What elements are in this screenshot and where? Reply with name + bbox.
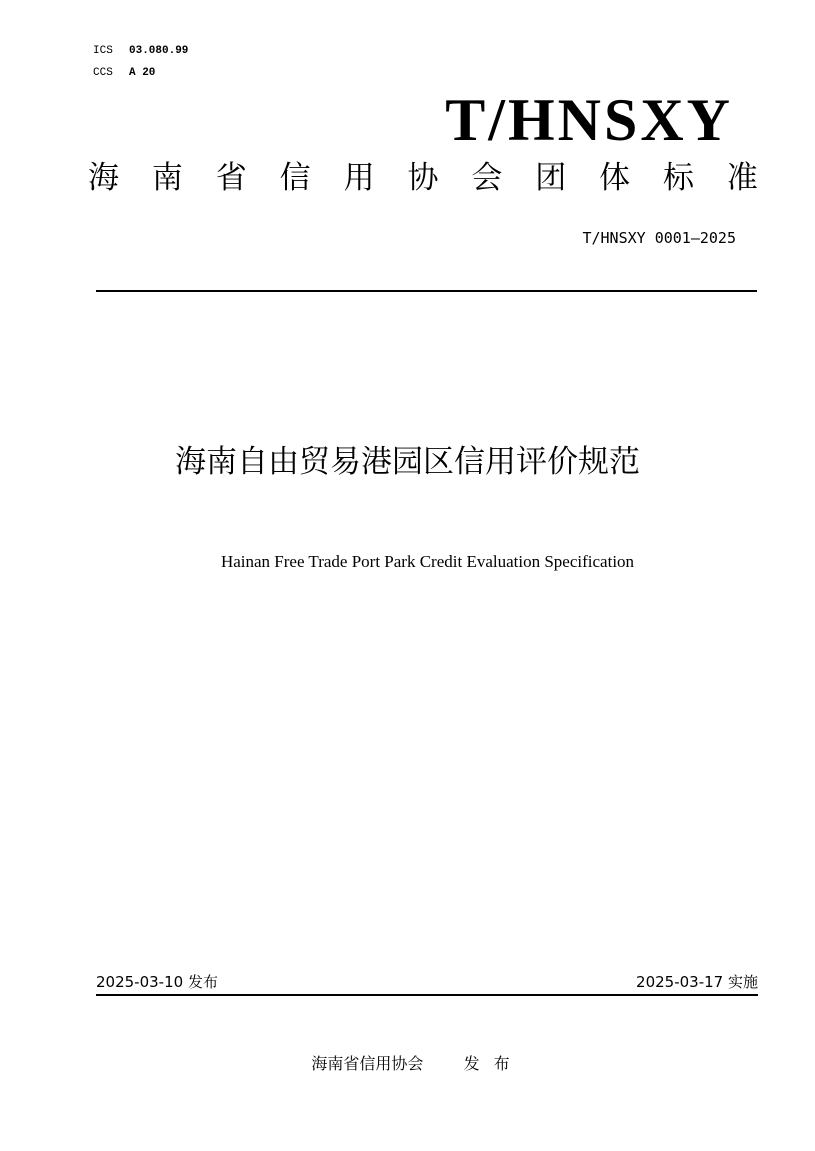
date-line bbox=[96, 970, 758, 994]
ccs-row bbox=[93, 62, 188, 84]
header-divider bbox=[96, 290, 757, 292]
org-standard-char: 体 bbox=[599, 160, 631, 196]
document-number: T/HNSXY 0001—2025 bbox=[582, 229, 736, 247]
org-standard-char: 标 bbox=[663, 160, 695, 196]
publisher-name: 海南省信用协会 bbox=[311, 1054, 424, 1073]
publisher-action: 发布 bbox=[463, 1054, 524, 1073]
footer-divider bbox=[96, 994, 758, 996]
org-standard-name bbox=[88, 154, 758, 202]
document-title-english: Hainan Free Trade Port Park Credit Evaluation Specification bbox=[220, 552, 635, 571]
org-standard-char: 用 bbox=[343, 160, 375, 196]
publisher-line bbox=[0, 1052, 815, 1076]
org-standard-char: 准 bbox=[726, 160, 758, 196]
ics-value: 03.080.99 bbox=[129, 45, 189, 57]
ccs-label: CCS bbox=[93, 67, 113, 79]
classification-codes bbox=[93, 40, 188, 84]
document-title-chinese: 海南自由贸易港园区信用评价规范 bbox=[175, 444, 640, 480]
org-standard-char: 会 bbox=[471, 160, 503, 196]
org-standard-char: 信 bbox=[279, 160, 311, 196]
standard-code: T/HNSXY bbox=[445, 87, 733, 153]
ccs-value: A 20 bbox=[129, 67, 156, 79]
org-standard-char: 海 bbox=[88, 160, 119, 196]
implementation-date: 2025-03-17 实施 bbox=[636, 973, 758, 991]
ics-row bbox=[93, 40, 188, 62]
issue-date: 2025-03-10 发布 bbox=[96, 973, 218, 991]
org-standard-char: 南 bbox=[151, 160, 183, 196]
ics-label: ICS bbox=[93, 45, 113, 57]
org-standard-char: 团 bbox=[535, 160, 567, 196]
org-standard-char: 协 bbox=[407, 160, 439, 196]
org-standard-char: 省 bbox=[215, 160, 247, 196]
